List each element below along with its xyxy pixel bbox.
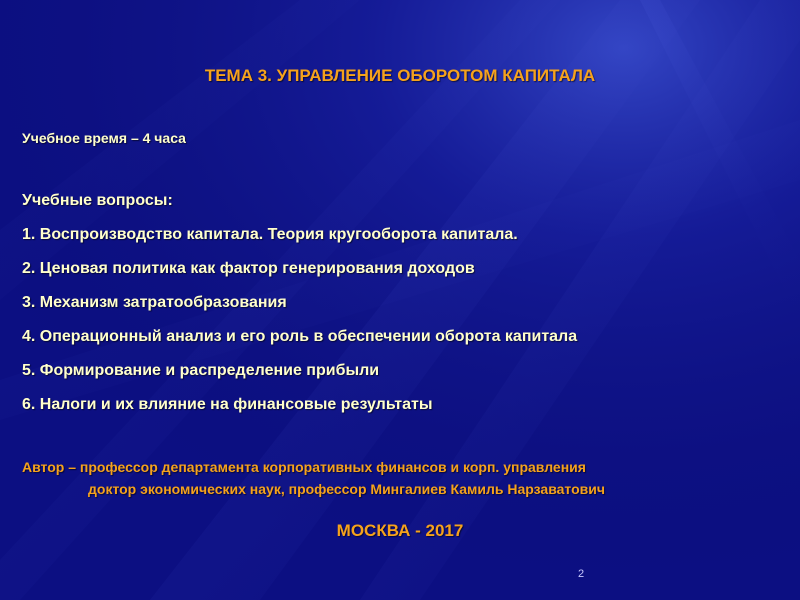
city-year: МОСКВА - 2017 — [336, 521, 464, 540]
author-line-1: Автор – профессор департамента корпоративных финансов и корп. управления — [22, 459, 586, 475]
questions-heading: Учебные вопросы: — [22, 192, 173, 209]
question-item-4: 4. Операционный анализ и его роль в обеспечении оборота капитала — [22, 328, 578, 345]
slide-title: ТЕМА 3. УПРАВЛЕНИЕ ОБОРОТОМ КАПИТАЛА — [204, 66, 596, 85]
question-item-3: 3. Механизм затратообразования — [22, 294, 287, 311]
study-time: Учебное время – 4 часа — [22, 130, 186, 146]
question-item-5: 5. Формирование и распределение прибыли — [22, 362, 380, 379]
author-line-2: доктор экономических наук, профессор Мингалиев Камиль Нарзаватович — [88, 481, 605, 497]
question-item-1: 1. Воспроизводство капитала. Теория кругооборота капитала. — [22, 226, 518, 243]
page-number: 2 — [578, 568, 585, 580]
question-item-6: 6. Налоги и их влияние на финансовые результаты — [22, 396, 433, 413]
question-item-2: 2. Ценовая политика как фактор генерирования доходов — [22, 260, 475, 277]
